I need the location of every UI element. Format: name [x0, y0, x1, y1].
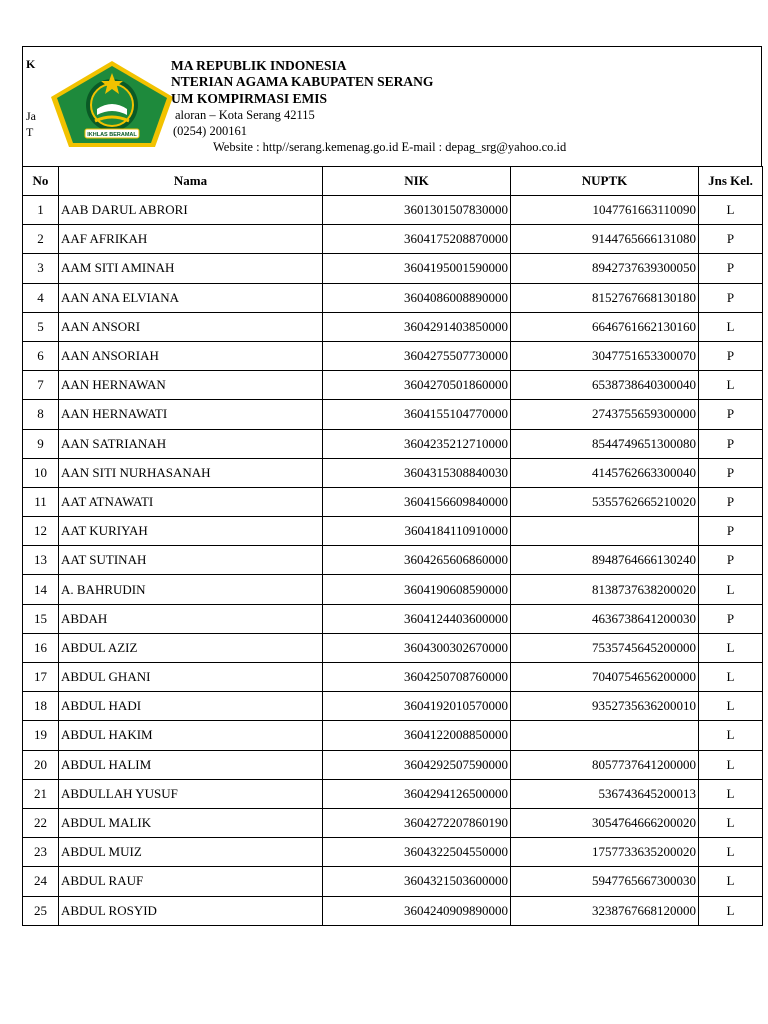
cell-nik: 3604175208870000: [323, 225, 511, 254]
cell-no: 23: [23, 838, 59, 867]
cell-no: 8: [23, 400, 59, 429]
table-row: [23, 575, 763, 604]
cell-jk: L: [699, 867, 763, 896]
cell-nama: ABDUL MUIZ: [59, 838, 323, 867]
table-header-row: [23, 167, 763, 196]
cell-jk: L: [699, 808, 763, 837]
cell-jk: P: [699, 225, 763, 254]
cell-nama: ABDUL AZIZ: [59, 633, 323, 662]
cell-nuptk: 3054764666200020: [511, 808, 699, 837]
cell-nik: 3601301507830000: [323, 196, 511, 225]
cell-nama: AAM SITI AMINAH: [59, 254, 323, 283]
cell-nuptk: 8942737639300050: [511, 254, 699, 283]
cell-no: 6: [23, 341, 59, 370]
cell-nama: AAN SITI NURHASANAH: [59, 458, 323, 487]
cell-no: 20: [23, 750, 59, 779]
cell-no: 4: [23, 283, 59, 312]
cell-jk: L: [699, 750, 763, 779]
cell-no: 16: [23, 633, 59, 662]
cell-no: 7: [23, 371, 59, 400]
cell-nama: ABDUL RAUF: [59, 867, 323, 896]
letterhead-cut-t: T: [26, 125, 34, 139]
cell-nuptk: 1047761663110090: [511, 196, 699, 225]
cell-nama: AAN ANSORIAH: [59, 341, 323, 370]
cell-nuptk: 8544749651300080: [511, 429, 699, 458]
table-row: [23, 867, 763, 896]
cell-jk: P: [699, 517, 763, 546]
cell-jk: L: [699, 633, 763, 662]
cell-no: 24: [23, 867, 59, 896]
table-row: [23, 458, 763, 487]
cell-nik: 3604250708760000: [323, 663, 511, 692]
cell-nama: AAN ANSORI: [59, 312, 323, 341]
cell-jk: L: [699, 575, 763, 604]
col-header-nik: NIK: [323, 167, 511, 196]
col-header-nama: Nama: [59, 167, 323, 196]
letterhead-line-1: MA REPUBLIK INDONESIA: [171, 58, 347, 73]
table-row: [23, 225, 763, 254]
cell-jk: P: [699, 254, 763, 283]
cell-nuptk: 2743755659300000: [511, 400, 699, 429]
cell-nik: 3604321503600000: [323, 867, 511, 896]
cell-no: 3: [23, 254, 59, 283]
cell-nama: ABDUL ROSYID: [59, 896, 323, 925]
cell-nama: AAF AFRIKAH: [59, 225, 323, 254]
cell-jk: L: [699, 896, 763, 925]
cell-no: 9: [23, 429, 59, 458]
table-row: [23, 604, 763, 633]
cell-no: 10: [23, 458, 59, 487]
cell-nama: AAT KURIYAH: [59, 517, 323, 546]
col-header-no: No: [23, 167, 59, 196]
cell-nama: ABDUL MALIK: [59, 808, 323, 837]
letterhead-address: aloran – Kota Serang 42115: [175, 108, 315, 122]
cell-no: 13: [23, 546, 59, 575]
cell-no: 2: [23, 225, 59, 254]
cell-nuptk: 4145762663300040: [511, 458, 699, 487]
cell-no: 17: [23, 663, 59, 692]
cell-nuptk: 5355762665210020: [511, 487, 699, 516]
table-row: [23, 838, 763, 867]
cell-nik: 3604291403850000: [323, 312, 511, 341]
cell-jk: P: [699, 458, 763, 487]
cell-nama: ABDUL HAKIM: [59, 721, 323, 750]
cell-nama: ABDULLAH YUSUF: [59, 779, 323, 808]
cell-no: 12: [23, 517, 59, 546]
cell-nuptk: 536743645200013: [511, 779, 699, 808]
cell-nama: ABDUL GHANI: [59, 663, 323, 692]
cell-nuptk: 6646761662130160: [511, 312, 699, 341]
table-row: [23, 808, 763, 837]
cell-jk: L: [699, 663, 763, 692]
cell-nuptk: 7535745645200000: [511, 633, 699, 662]
cell-no: 25: [23, 896, 59, 925]
cell-nuptk: 7040754656200000: [511, 663, 699, 692]
cell-nik: 3604275507730000: [323, 341, 511, 370]
cell-nik: 3604195001590000: [323, 254, 511, 283]
cell-nama: AAT ATNAWATI: [59, 487, 323, 516]
cell-jk: L: [699, 371, 763, 400]
table-row: [23, 283, 763, 312]
cell-nik: 3604265606860000: [323, 546, 511, 575]
cell-nuptk: 1757733635200020: [511, 838, 699, 867]
cell-nuptk: 3047751653300070: [511, 341, 699, 370]
logo-ribbon-text: IKHLAS BERAMAL: [87, 132, 137, 138]
cell-jk: P: [699, 283, 763, 312]
cell-jk: P: [699, 400, 763, 429]
letterhead-website: Website : http//serang.kemenag.go.id E-mail : depag_srg@yahoo.co.id: [213, 140, 567, 154]
cell-nama: A. BAHRUDIN: [59, 575, 323, 604]
table-row: [23, 546, 763, 575]
cell-no: 22: [23, 808, 59, 837]
table-row: [23, 517, 763, 546]
cell-nama: AAN SATRIANAH: [59, 429, 323, 458]
cell-jk: P: [699, 546, 763, 575]
cell-nuptk: 9352735636200010: [511, 692, 699, 721]
cell-no: 18: [23, 692, 59, 721]
cell-nik: 3604235212710000: [323, 429, 511, 458]
cell-nik: 3604292507590000: [323, 750, 511, 779]
cell-nik: 3604315308840030: [323, 458, 511, 487]
table-row: [23, 750, 763, 779]
table-row: [23, 371, 763, 400]
letterhead-phone: (0254) 200161: [173, 124, 247, 138]
teacher-table: [22, 166, 763, 926]
col-header-jk: Jns Kel.: [699, 167, 763, 196]
cell-jk: L: [699, 779, 763, 808]
cell-nik: 3604322504550000: [323, 838, 511, 867]
cell-nik: 3604240909890000: [323, 896, 511, 925]
letterhead-cut-ja: Ja: [26, 109, 36, 123]
cell-nik: 3604155104770000: [323, 400, 511, 429]
cell-jk: L: [699, 692, 763, 721]
letterhead-line-2: NTERIAN AGAMA KABUPATEN SERANG: [171, 74, 434, 89]
cell-jk: P: [699, 487, 763, 516]
cell-nama: AAN HERNAWAN: [59, 371, 323, 400]
table-row: [23, 896, 763, 925]
cell-nik: 3604294126500000: [323, 779, 511, 808]
cell-nik: 3604192010570000: [323, 692, 511, 721]
cell-nuptk: 5947765667300030: [511, 867, 699, 896]
table-row: [23, 429, 763, 458]
cell-nama: ABDUL HADI: [59, 692, 323, 721]
cell-jk: P: [699, 604, 763, 633]
cell-nuptk: 8057737641200000: [511, 750, 699, 779]
cell-no: 1: [23, 196, 59, 225]
cell-nuptk: 4636738641200030: [511, 604, 699, 633]
cell-nik: 3604190608590000: [323, 575, 511, 604]
cell-jk: P: [699, 429, 763, 458]
letterhead-line-3: UM KOMPIRMASI EMIS: [171, 91, 327, 106]
cell-nama: ABDAH: [59, 604, 323, 633]
kemenag-logo-icon: [47, 59, 177, 149]
table-row: [23, 312, 763, 341]
cell-jk: L: [699, 196, 763, 225]
cell-nik: 3604122008850000: [323, 721, 511, 750]
cell-no: 11: [23, 487, 59, 516]
cell-nama: ABDUL HALIM: [59, 750, 323, 779]
cell-nik: 3604272207860190: [323, 808, 511, 837]
cell-nik: 3604124403600000: [323, 604, 511, 633]
document-sheet: [22, 46, 762, 926]
cell-no: 19: [23, 721, 59, 750]
cell-nik: 3604086008890000: [323, 283, 511, 312]
cell-nama: AAT SUTINAH: [59, 546, 323, 575]
table-row: [23, 779, 763, 808]
table-row: [23, 487, 763, 516]
table-row: [23, 254, 763, 283]
letterhead-cut-k: K: [26, 57, 36, 71]
cell-nik: 3604156609840000: [323, 487, 511, 516]
letterhead: [22, 46, 762, 166]
table-row: [23, 692, 763, 721]
table-row: [23, 663, 763, 692]
table-row: [23, 196, 763, 225]
cell-nuptk: [511, 517, 699, 546]
table-row: [23, 400, 763, 429]
table-row: [23, 633, 763, 662]
cell-jk: L: [699, 312, 763, 341]
table-row: [23, 721, 763, 750]
cell-nama: AAN HERNAWATI: [59, 400, 323, 429]
cell-nuptk: [511, 721, 699, 750]
cell-nama: AAN ANA ELVIANA: [59, 283, 323, 312]
cell-nuptk: 8948764666130240: [511, 546, 699, 575]
cell-no: 21: [23, 779, 59, 808]
cell-jk: P: [699, 341, 763, 370]
cell-jk: L: [699, 838, 763, 867]
cell-no: 5: [23, 312, 59, 341]
cell-no: 14: [23, 575, 59, 604]
table-row: [23, 341, 763, 370]
cell-nuptk: 9144765666131080: [511, 225, 699, 254]
cell-nuptk: 6538738640300040: [511, 371, 699, 400]
cell-nik: 3604300302670000: [323, 633, 511, 662]
cell-nuptk: 8138737638200020: [511, 575, 699, 604]
cell-nuptk: 3238767668120000: [511, 896, 699, 925]
cell-nik: 3604270501860000: [323, 371, 511, 400]
cell-nuptk: 8152767668130180: [511, 283, 699, 312]
cell-nama: AAB DARUL ABRORI: [59, 196, 323, 225]
cell-nik: 3604184110910000: [323, 517, 511, 546]
cell-no: 15: [23, 604, 59, 633]
cell-jk: L: [699, 721, 763, 750]
col-header-nuptk: NUPTK: [511, 167, 699, 196]
